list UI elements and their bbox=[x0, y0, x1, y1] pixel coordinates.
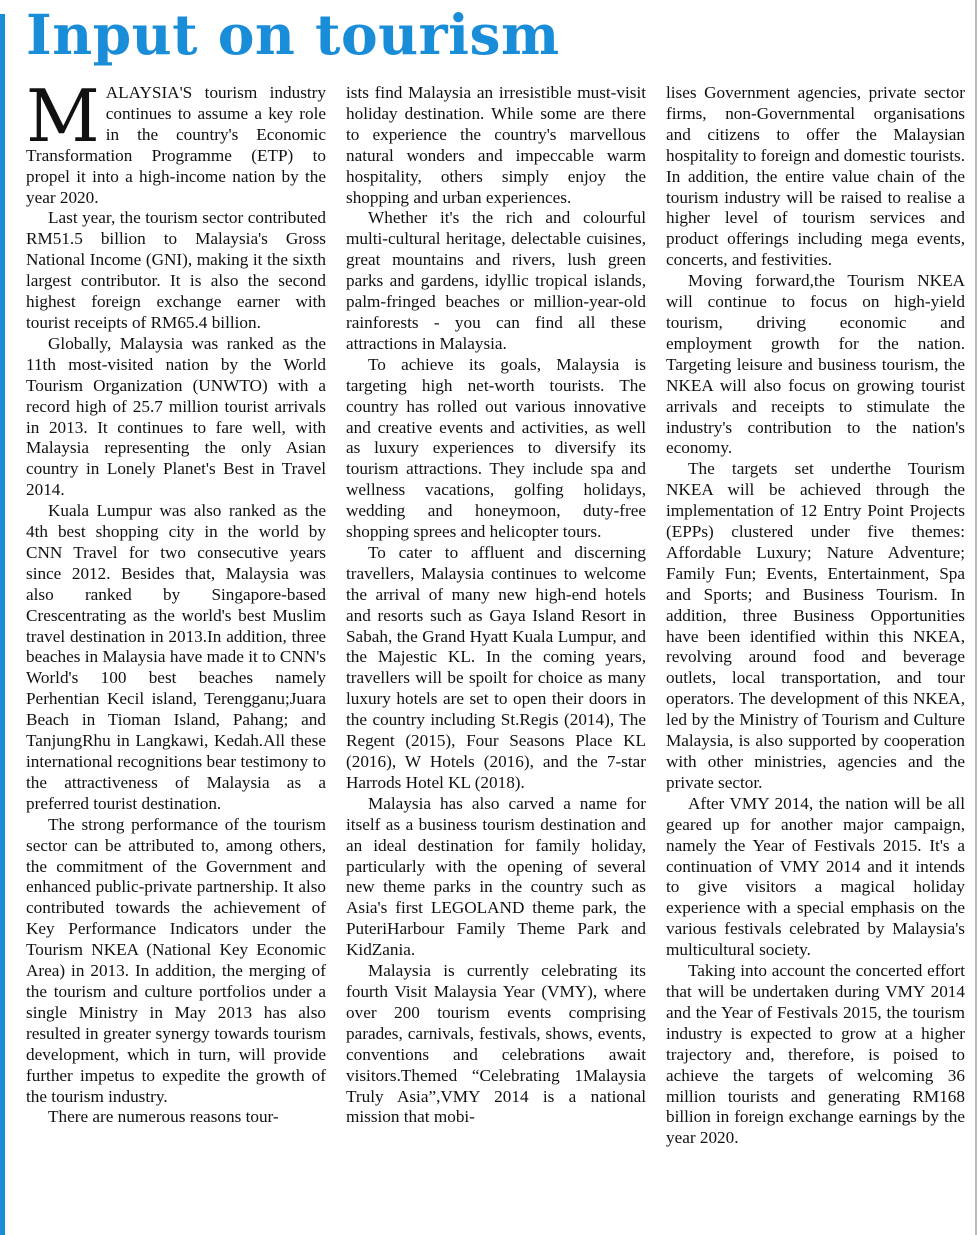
left-accent-rule bbox=[0, 14, 5, 1235]
paragraph: To achieve its goals, Malaysia is targeting high net-worth tourists. The country has rolled out various innovative and creative events and activities, as well as luxury experiences to diversify its tourism attractions. They include spa and wellness vacations, golfing holidays, wedding and honeymoon, duty-free shopping sprees and helicopter tours. bbox=[346, 354, 646, 542]
drop-cap: M bbox=[26, 83, 100, 158]
article-column-1 bbox=[26, 83, 326, 1235]
paragraph-text: ALAYSIA'S tourism industry continues to assume a key role in the country's Economic Transformation Programme (ETP) to propel it into a high-income nation by the year 2020. bbox=[26, 83, 326, 207]
paragraph: Malaysia is currently celebrating its fourth Visit Malaysia Year (VMY), where over 200 tourism events comprising parades, carnivals, festivals, shows, events, conventions and celebrations await visitors.Themed “Celebrating 1Malaysia Truly Asia”,VMY 2014 is a national mission that mobi- bbox=[346, 961, 646, 1127]
paragraph: Moving forward,the Tourism NKEA will continue to focus on high-yield tourism, driving economic and employment growth for the nation. Targeting leisure and business tourism, the NKEA will also focus on growing tourist arrivals and receipts to stimulate the industry's contribution to the nation's economy. bbox=[666, 271, 965, 458]
paragraph: The targets set underthe Tourism NKEA will be achieved through the implementation of 12 Entry Point Projects (EPPs) clustered under five themes: Affordable Luxury; Nature Adventure; Family Fun; Events, Entertainment, Spa and Sports; and Business Tourism. In addition, three Business Opportunities have been identified within this NKEA, revolving around food and beverage outlets, local transportation, and tour operators. The development of this NKEA, led by the Ministry of Tourism and Culture Malaysia, is also supported by cooperation with other ministries, agencies and the private sector. bbox=[666, 459, 965, 792]
paragraph: There are numerous reasons tour- bbox=[48, 1107, 279, 1127]
paragraph: lises Government agencies, private sector firms, non-Governmental organisations and citizens to offer the Malaysian hospitality to foreign and domestic tourists. In addition, the entire value chain of the tourism industry will be raised to realise a higher level of tourism services and product offerings including mega events, concerts, and festivities. bbox=[666, 83, 965, 270]
article-column-3 bbox=[666, 83, 965, 1235]
paragraph: After VMY 2014, the nation will be all geared up for another major campaign, namely the Year of Festivals 2015. It's a continuation of VMY 2014 and it intends to give visitors a magical holiday experience with a special emphasis on the various festivals celebrated by Malaysia's multicultural society. bbox=[666, 793, 965, 960]
paragraph: Taking into account the concerted effort that will be undertaken during VMY 2014 and the Year of Festivals 2015, the tourism industry is expected to grow at a higher trajectory and, therefore, is poised to achieve the targets of welcoming 36 million tourists and generating RM168 billion in foreign exchange earnings by the year 2020. bbox=[666, 961, 965, 1148]
paragraph: The strong performance of the tourism sector can be attributed to, among others, the commitment of the Government and enhanced public-private partnership. It also contributed towards the achievement of Key Performance Indicators under the Tourism NKEA (National Key Economic Area) in 2013. In addition, the merging of the tourism and culture portfolios under a single Ministry in May 2013 has also resulted in greater synergy towards tourism development, which in turn, will provide further impetus to expedite the growth of the tourism industry. bbox=[26, 814, 326, 1106]
paragraph: Last year, the tourism sector contributed RM51.5 billion to Malaysia's Gross National Income (GNI), making it the sixth largest contributor. It is also the second highest foreign exchange earner with tourist receipts of RM65.4 billion. bbox=[26, 208, 326, 332]
paragraph: Globally, Malaysia was ranked as the 11th most-visited nation by the World Tourism Organization (UNWTO) with a record high of 25.7 million tourist arrivals in 2013. It continues to fare well, with Malaysia representing the only Asian country in Lonely Planet's Best in Travel 2014. bbox=[26, 333, 326, 500]
paragraph: ists find Malaysia an irresistible must-visit holiday destination. While some are there to experience the country's marvellous natural wonders and impeccable warm hospitality, others simply enjoy the shopping and urban experiences. bbox=[346, 83, 646, 207]
paragraph: Whether it's the rich and colourful multi-cultural heritage, delectable cuisines, great mountains and rivers, lush green parks and gardens, idyllic tropical islands, palm-fringed beaches or million-year-old rainforests - you can find all these attractions in Malaysia. bbox=[346, 208, 646, 353]
paragraph: To cater to affluent and discerning travellers, Malaysia continues to welcome the arrival of many new high-end hotels and resorts such as Gaya Island Resort in Sabah, the Grand Hyatt Kuala Lumpur, and the Majestic KL. In the coming years, travellers will be spoilt for choice as many luxury hotels are set to open their doors in the country including St.Regis (2014), The Regent (2015), Four Seasons Place KL (2016), W Hotels (2016), and the 7-star Harrods Hotel KL (2018). bbox=[346, 542, 646, 792]
paragraph bbox=[26, 83, 326, 208]
paragraph: Malaysia has also carved a name for itself as a business tourism destination and an ideal destination for family holiday, particularly with the opening of several new theme parks in the country such as Asia's first LEGOLAND theme park, the PuteriHarbour Family Theme Park and KidZania. bbox=[346, 793, 646, 960]
headline: Input on tourism bbox=[26, 2, 560, 67]
paragraph: Kuala Lumpur was also ranked as the 4th best shopping city in the world by CNN Travel for two consecutive years since 2012. Besides that, Malaysia was also ranked by Singapore-based Crescentrating as the world's best Muslim travel destination in 2013.In addition, three beaches in Malaysia have made it to CNN's World's 100 best beaches namely Perhentian Kecil island, Terengganu;Juara Beach in Tioman Island, Pahang; and TanjungRhu in Langkawi, Kedah.All these international recognitions bear testimony to the attractiveness of Malaysia as a preferred tourist destination. bbox=[26, 501, 326, 813]
article-column-2 bbox=[346, 83, 646, 1235]
